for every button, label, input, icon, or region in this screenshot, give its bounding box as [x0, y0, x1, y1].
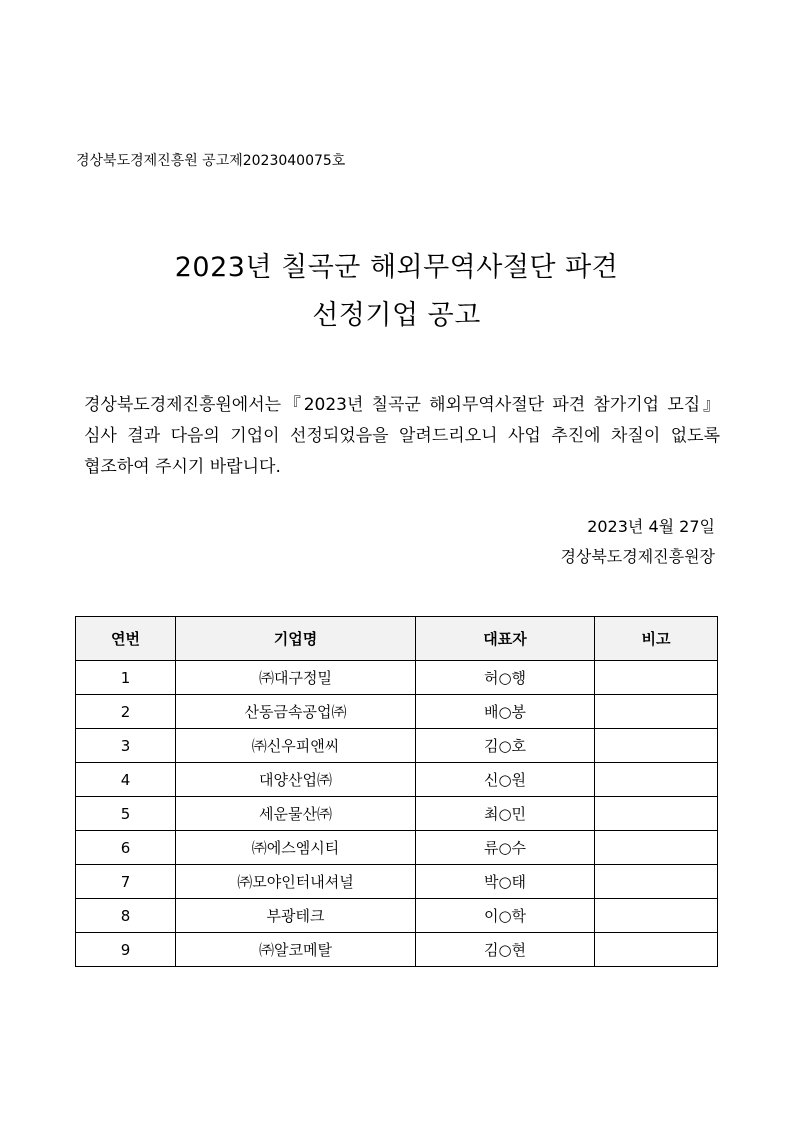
table-row — [76, 695, 718, 729]
document-title — [0, 244, 793, 340]
row-ceo: 김○호 — [416, 729, 595, 763]
row-number: 9 — [76, 933, 176, 967]
header-company: 기업명 — [176, 617, 416, 661]
table-header-row — [76, 617, 718, 661]
row-ceo: 최○민 — [416, 797, 595, 831]
row-number: 3 — [76, 729, 176, 763]
row-ceo: 허○행 — [416, 661, 595, 695]
table-row — [76, 661, 718, 695]
header-note: 비고 — [595, 617, 718, 661]
row-number: 1 — [76, 661, 176, 695]
table-row — [76, 933, 718, 967]
table-row — [76, 831, 718, 865]
row-note — [595, 865, 718, 899]
row-company: ㈜알코메탈 — [176, 933, 416, 967]
row-note — [595, 899, 718, 933]
row-note — [595, 763, 718, 797]
table-row — [76, 729, 718, 763]
header-ceo: 대표자 — [416, 617, 595, 661]
row-ceo: 박○태 — [416, 865, 595, 899]
row-number: 6 — [76, 831, 176, 865]
row-ceo: 배○봉 — [416, 695, 595, 729]
header-number: 연번 — [76, 617, 176, 661]
row-company: 대양산업㈜ — [176, 763, 416, 797]
row-company: 산동금속공업㈜ — [176, 695, 416, 729]
row-ceo: 신○원 — [416, 763, 595, 797]
row-number: 5 — [76, 797, 176, 831]
row-number: 2 — [76, 695, 176, 729]
row-number: 4 — [76, 763, 176, 797]
row-company: ㈜신우피앤씨 — [176, 729, 416, 763]
row-ceo: 김○현 — [416, 933, 595, 967]
row-note — [595, 831, 718, 865]
row-company: ㈜대구정밀 — [176, 661, 416, 695]
row-company: ㈜에스엠시티 — [176, 831, 416, 865]
table-row — [76, 797, 718, 831]
row-note — [595, 729, 718, 763]
notice-date: 2023년 4월 27일 — [587, 517, 715, 536]
title-line-1: 2023년 칠곡군 해외무역사절단 파견 — [174, 252, 619, 283]
row-ceo: 류○수 — [416, 831, 595, 865]
row-company: ㈜모야인터내셔널 — [176, 865, 416, 899]
row-number: 8 — [76, 899, 176, 933]
notice-number: 경상북도경제진흥원 공고제2023040075호 — [76, 153, 346, 169]
row-note — [595, 661, 718, 695]
selected-companies-table — [75, 616, 718, 967]
row-number: 7 — [76, 865, 176, 899]
body-paragraph: 경상북도경제진흥원에서는『2023년 칠곡군 해외무역사절단 파견 참가기업 모집』심사 결과 다음의 기업이 선정되었음을 알려드리오니 사업 추진에 차질이 없도록 협조하여 주시기 바랍니다. — [84, 395, 720, 477]
row-note — [595, 695, 718, 729]
row-ceo: 이○학 — [416, 899, 595, 933]
row-company: 세운물산㈜ — [176, 797, 416, 831]
table-row — [76, 865, 718, 899]
row-note — [595, 933, 718, 967]
title-line-2: 선정기업 공고 — [312, 300, 481, 331]
row-note — [595, 797, 718, 831]
issuer-name: 경상북도경제진흥원장 — [560, 547, 715, 566]
table-row — [76, 899, 718, 933]
row-company: 부광테크 — [176, 899, 416, 933]
table-row — [76, 763, 718, 797]
